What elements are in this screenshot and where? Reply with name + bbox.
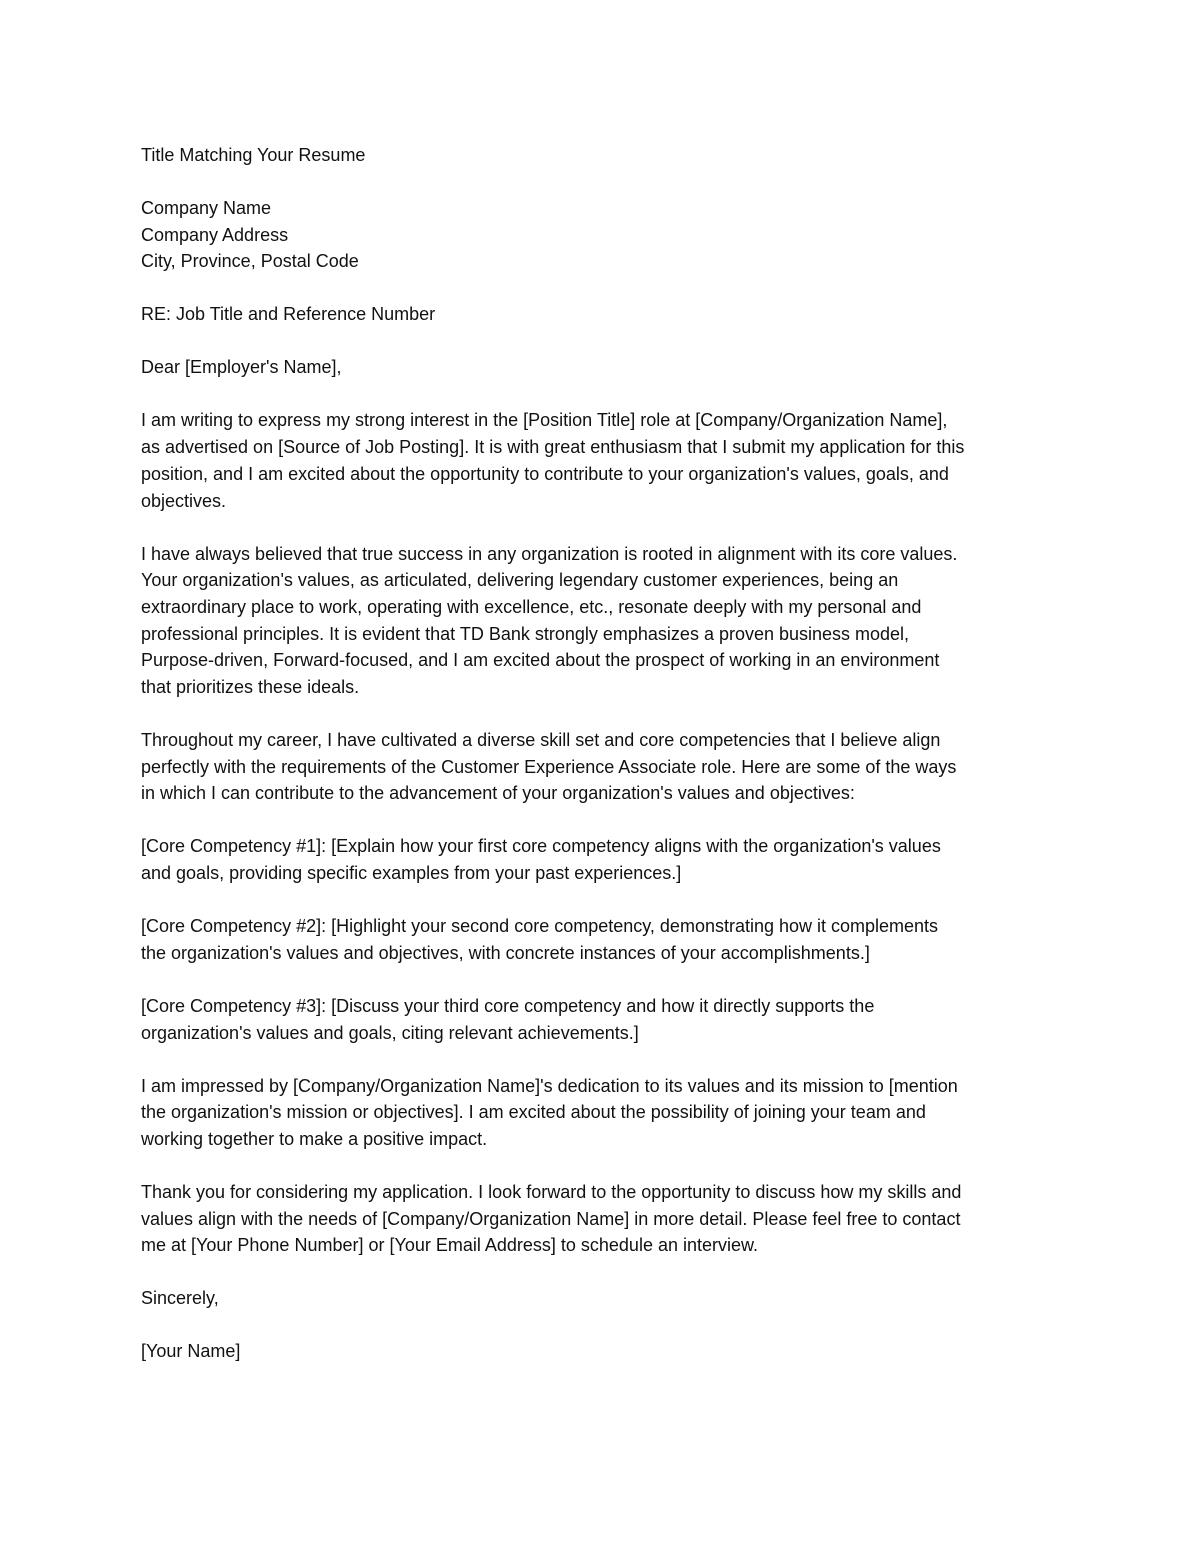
paragraph-line: I have always believed that true success in any organization is rooted in alignment with its core values. [141,543,958,564]
paragraph-line: me at [Your Phone Number] or [Your Email Address] to schedule an interview. [141,1235,759,1256]
paragraph-line: [Core Competency #1]: [Explain how your first core competency aligns with the organization's values [141,836,941,857]
paragraph-line: working together to make a positive impact. [141,1128,488,1149]
body-paragraph [141,727,1061,807]
paragraph-line: professional principles. It is evident that TD Bank strongly emphasizes a proven business model, [141,623,910,644]
re-block [141,301,1060,328]
paragraph-line: that prioritizes these ideals. [141,677,360,698]
body-paragraph [141,833,1061,886]
closing-block [141,1285,1060,1312]
title-block [141,142,1060,169]
re-line: RE: Job Title and Reference Number [141,304,436,325]
paragraph-line: I am writing to express my strong interest in the [Position Title] role at [Company/Organization Name], [141,410,948,431]
body-paragraph [141,913,1061,966]
body-paragraph [141,1073,1061,1153]
paragraph-line: Thank you for considering my application. I look forward to the opportunity to discuss how my skills and [141,1181,962,1202]
closing: Sincerely, [141,1288,219,1309]
company-city-line: City, Province, Postal Code [141,251,359,272]
paragraph-line: [Core Competency #3]: [Discuss your third core competency and how it directly supports the [141,995,875,1016]
body-paragraph [141,541,1061,701]
company-address-block [141,195,1060,275]
paragraph-line: the organization's values and objectives, with concrete instances of your accomplishments.] [141,942,870,963]
paragraph-line: I am impressed by [Company/Organization Name]'s dedication to its values and its mission to [mention [141,1075,958,1096]
company-name: Company Name [141,198,272,218]
paragraph-line: the organization's mission or objectives]. I am excited about the possibility of joining your team and [141,1102,926,1123]
paragraph-line: position, and I am excited about the opportunity to contribute to your organization's values, goals, and [141,463,949,484]
paragraph-line: objectives. [141,490,227,511]
paragraph-line: Throughout my career, I have cultivated a diverse skill set and core competencies that I believe align [141,730,941,751]
signature: [Your Name] [141,1341,241,1362]
body-paragraph [141,407,1061,514]
resume-title: Title Matching Your Resume [141,145,366,165]
paragraph-line: and goals, providing specific examples from your past experiences.] [141,863,682,884]
letter-body [141,407,1060,1259]
body-paragraph [141,993,1061,1046]
paragraph-line: organization's values and goals, citing relevant achievements.] [141,1022,639,1043]
paragraph-line: as advertised on [Source of Job Posting]. It is with great enthusiasm that I submit my application for this [141,437,965,458]
paragraph-line: in which I can contribute to the advancement of your organization's values and objectives: [141,783,855,804]
paragraph-line: Purpose-driven, Forward-focused, and I am excited about the prospect of working in an environment [141,650,940,671]
company-address: Company Address [141,224,289,245]
body-paragraph [141,1179,1061,1259]
paragraph-line: Your organization's values, as articulated, delivering legendary customer experiences, being an [141,570,899,591]
paragraph-line: values align with the needs of [Company/Organization Name] in more detail. Please feel free to contact [141,1208,961,1229]
signature-block [141,1338,1060,1365]
paragraph-line: perfectly with the requirements of the Customer Experience Associate role. Here are some of the ways [141,756,957,777]
paragraph-line: [Core Competency #2]: [Highlight your second core competency, demonstrating how it complements [141,916,939,937]
paragraph-line: extraordinary place to work, operating with excellence, etc., resonate deeply with my personal and [141,596,922,617]
salutation: Dear [Employer's Name], [141,357,342,378]
salutation-block [141,354,1060,381]
